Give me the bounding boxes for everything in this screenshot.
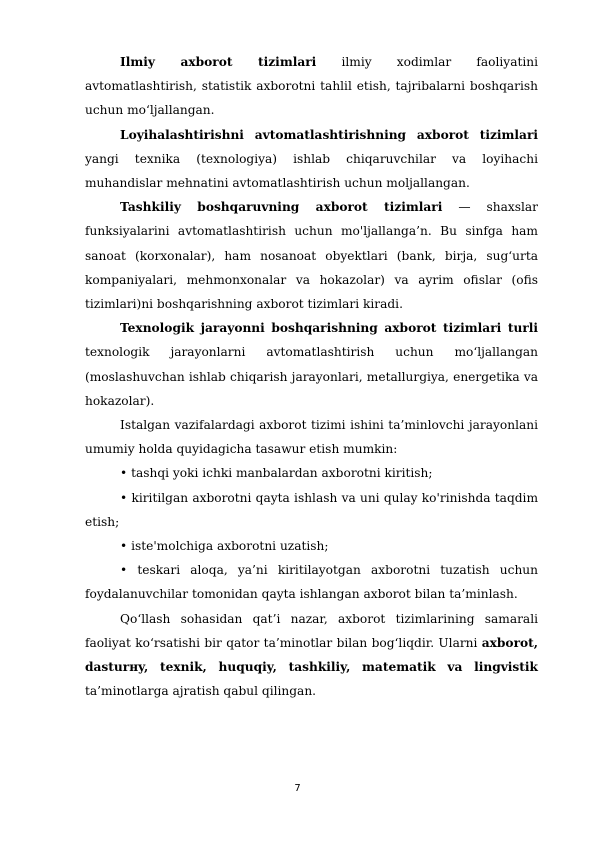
paragraph-qollash — [85, 607, 538, 704]
term-texnologik: Texnologik jarayonni boshqarishning axborot tizimlari turli — [120, 321, 538, 336]
paragraph-text: Qo‘llash sohasidan qat’i nazar, axborot tizimlarining samarali faoliyat ko‘rsatishi bir qator ta’minotlar bilan bog‘liqdir. Ularni — [85, 611, 538, 650]
paragraph-text: — shaxslar funksiyalarini avtomatlashtirish uchun mo'ljallanga’n. Bu sinfga ham sanoat (korxonalar), ham nosanoat obyektlari (bank, birja, sug‘urta kompaniyalari, mehmonxonalar va hokazolar) va ayrim ofislar (ofis tizimlari)ni boshqarishning axborot tizimlari kiradi. — [85, 200, 538, 312]
term-loyihalashtirish: Loyihalashtirishni avtomatlashtirishning axborot tizimlari — [120, 127, 538, 142]
term-tashkiliy: Tashkiliy boshqaruvning axborot tizimlari — [120, 200, 443, 215]
paragraph-tashkiliy — [85, 195, 538, 316]
paragraph-text: Istalgan vazifalardagi axborot tizimi ishini ta’minlovchi jarayonlani umumiy holda quyidagicha tasawur etish mumkin: — [85, 418, 538, 457]
bullet-item-3 — [85, 534, 538, 558]
paragraph-text: ilmiy xodimlar faoliyatini avtomatlashtirish, statistik axborotni tahlil etish, tajribalarni boshqarish uchun mo‘ljallangan. — [85, 55, 538, 118]
paragraph-loyihalashtirish — [85, 123, 538, 196]
paragraph-ilmiy — [85, 50, 538, 123]
paragraph-texnologik — [85, 316, 538, 413]
page-number: 7 — [294, 783, 301, 794]
bullet-text: • tashqi yoki ichki manbalardan axborotni kiritish; — [120, 466, 433, 481]
paragraph-istalgan — [85, 413, 538, 461]
term-ilmiy: Ilmiy axborot tizimlari — [120, 55, 317, 69]
bullet-text: • teskari aloqa, ya’ni kiritilayotgan axborotni tuzatish uchun foydalanuvchilar tomonidan qayta ishlangan axborot bilan ta’minlash. — [85, 563, 538, 602]
page-body — [85, 50, 538, 703]
bullet-item-4 — [85, 558, 538, 606]
term-taminotlar: axborot, dasturнy, texnik, huquqiy, tashkiliy, matematik va lingvistik — [85, 635, 538, 675]
bullet-item-2 — [85, 486, 538, 534]
bullet-text: • iste'molchiga axborotni uzatish; — [120, 539, 329, 554]
paragraph-text: yangi texnika (texnologiya) ishlab chiqaruvchilar va loyihachi muhandislar mehnatini avtomatlashtirish uchun moljallangan. — [85, 151, 538, 191]
paragraph-text: texnologik jarayonlarni avtomatlashtirish uchun mo‘ljallangan (moslashuvchan ishlab chiqarish jarayonlari, metallurgiya, energetika va hokazolar). — [85, 345, 538, 408]
paragraph-text-end: ta’minotlarga ajratish qabul qilingan. — [85, 684, 317, 699]
bullet-item-1 — [85, 461, 538, 485]
bullet-text: • kiritilgan axborotni qayta ishlash va uni qulay ko'rinishda taqdim etish; — [85, 490, 538, 529]
